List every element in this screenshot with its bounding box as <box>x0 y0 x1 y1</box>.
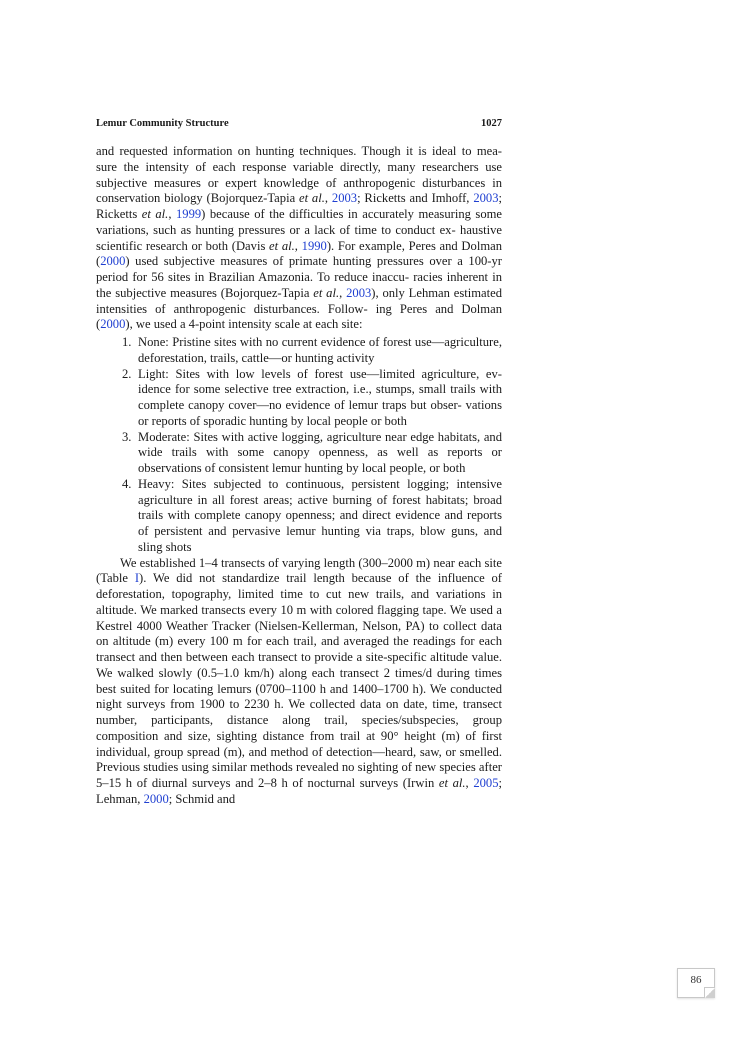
list-item-text: None: Pristine sites with no current evidence of forest use—agriculture, deforestation, trails, cattle—or hunting activity <box>138 335 502 365</box>
intensity-scale-list <box>96 335 502 556</box>
citation-link[interactable]: 1999 <box>175 207 202 221</box>
list-item-text: Light: Sites with low levels of forest use—limited agriculture, ev- idence for some selective tree extraction, i.e., stumps, small trails with complete canopy cover—no evidence of lemur traps but obser- vations or reports of sporadic hunting by local people or both <box>138 366 502 428</box>
text-run: ; Lehman, <box>96 776 502 806</box>
text-run: , <box>294 238 302 253</box>
text-run: and requested information on hunting techniques. Though it is ideal to mea- sure the intensity of each response variable directly, many researchers use subjective measures or expert knowledge of anthropogenic disturbances in conservation biology (Bojorquez-Tapia <box>96 144 502 206</box>
text-run: , <box>465 776 474 790</box>
text-run: We established 1–4 transects of varying length (300–2000 m) near each site (Table <box>96 555 502 586</box>
citation-link[interactable]: 2000 <box>100 317 126 332</box>
text-run: ; Ricketts and Imhoff, <box>357 191 474 206</box>
text-run: , <box>324 191 332 206</box>
journal-page-number: 1027 <box>481 118 502 129</box>
list-item-number: 3. <box>122 429 132 444</box>
etal-text: et al. <box>141 207 169 221</box>
text-run: ; Schmid and <box>168 791 236 806</box>
citation-link[interactable]: 2000 <box>143 791 169 806</box>
list-item <box>96 367 502 430</box>
text-run: , <box>168 207 176 221</box>
list-item-text: Moderate: Sites with active logging, agriculture near edge habitats, and wide trails with some canopy openness, as well as reports or observations of consistent lemur hunting by local people, or both <box>138 429 502 475</box>
list-item-text: Heavy: Sites subjected to continuous, persistent logging; intensive agriculture in all forest areas; active burning of forest habitats; broad trails with complete canopy openness; and direct evidence and reports of persistent and pervasive lemur hunting via traps, blow guns, and sling shots <box>138 476 502 554</box>
list-item <box>96 335 502 367</box>
etal-text: et al. <box>438 776 466 790</box>
text-run: ) because of the difficulties in accurately measuring some variations, such as hunting pressures or a lack of time to conduct ex- haustive scientific research or both (Davis <box>96 207 503 253</box>
etal-text: et al. <box>269 238 295 253</box>
text-run: ), we used a 4-point intensity scale at each site: <box>125 317 363 332</box>
citation-link[interactable]: 2000 <box>100 254 126 269</box>
etal-text: et al. <box>313 285 340 300</box>
viewer-page-badge <box>677 968 715 998</box>
citation-link[interactable]: I <box>134 571 140 586</box>
citation-link[interactable]: 1990 <box>301 238 327 253</box>
page-curl-icon <box>704 987 715 998</box>
list-item-number: 4. <box>122 476 132 491</box>
citation-link[interactable]: 2003 <box>473 191 499 206</box>
list-item-number: 2. <box>122 366 132 381</box>
citation-link[interactable]: 2003 <box>331 191 358 206</box>
article-body <box>96 144 502 808</box>
paragraph-transects <box>96 556 502 808</box>
etal-text: et al. <box>299 191 325 206</box>
citation-link[interactable]: 2003 <box>346 285 372 300</box>
list-item <box>96 477 502 556</box>
running-title: Lemur Community Structure <box>96 118 229 129</box>
text-run: , <box>339 285 347 300</box>
text-run: ), only Lehman estimated intensities of anthropogenic disturbances. Follow- ing Peres and Dolman ( <box>96 285 503 332</box>
viewer-page-number: 86 <box>690 974 702 986</box>
text-run: ). We did not standardize trail length because of the influence of deforestation, topography, limited time to cut new trails, and variations in altitude. We marked transects every 10 m with colored flagging tape. We used a Kestrel 4000 Weather Tracker (Nielsen-Kellerman, Nelson, PA) to collect data on altitude (m) every 100 m for each trail, and averaged the readings for each transect and then between each transect to provide a site-specific altitude value. We walked slowly (0.5–1.0 km/h) along each transect 2 times/d during times best suited for locating lemurs (0700–1100 h and 1400–1700 h). We conducted night surveys from 1900 to 2230 h. We collected data on date, time, transect number, participants, distance along trail, species/subspecies, group composition and size, sighting distance from trail at 90° height (m) of first individual, group spread (m), and method of detection—heard, saw, or smelled. Previous studies using similar methods revealed no sighting of new species after 5–15 h of diurnal surveys and 2–8 h of nocturnal surveys (Irwin <box>96 571 502 790</box>
text-run: ). For example, Peres and Dolman ( <box>96 238 502 269</box>
text-run: ; Ricketts <box>96 191 502 221</box>
text-run: ) used subjective measures of primate hunting pressures over a 100-yr period for 56 sites in Brazilian Amazonia. To reduce inaccu- racies inherent in the subjective measures (Bojorquez-Tapia <box>96 254 502 300</box>
list-item <box>96 430 502 477</box>
list-item-number: 1. <box>122 335 132 349</box>
paragraph-methods-intro <box>96 144 502 333</box>
citation-link[interactable]: 2005 <box>473 776 499 790</box>
running-header <box>96 118 502 129</box>
